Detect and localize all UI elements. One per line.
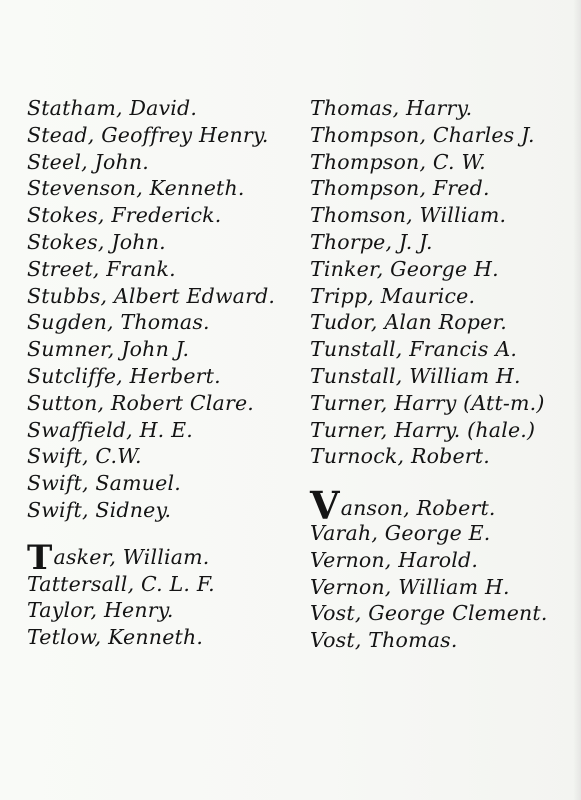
name-entry: Turnock, Robert. <box>310 444 490 469</box>
name-entry-with-initial <box>310 483 575 529</box>
name-entry: Stead, Geoffrey Henry. <box>27 122 269 147</box>
name-entry-rest: asker, William. <box>53 544 210 569</box>
name-entry: Tattersall, C. L. F. <box>27 571 215 596</box>
name-entry: Varah, George E. <box>310 520 491 545</box>
name-entry: Sutton, Robert Clare. <box>27 390 254 415</box>
illuminated-initial-V: V <box>310 483 340 529</box>
name-entry: Stokes, John. <box>27 229 166 254</box>
name-entry: Thomas, Harry. <box>310 96 473 120</box>
name-entry: Sugden, Thomas. <box>27 310 210 335</box>
name-entry: Swift, Sidney. <box>27 497 172 522</box>
names-column-left <box>27 95 297 651</box>
name-entry: Turner, Harry (Att-m.) <box>310 390 545 415</box>
name-entry: Swaffield, H. E. <box>27 417 193 442</box>
name-entry: Thompson, Fred. <box>310 176 490 201</box>
name-entry: Tunstall, Francis A. <box>310 337 518 362</box>
name-entry: Tripp, Maurice. <box>310 283 476 308</box>
name-entry: Street, Frank. <box>27 256 176 281</box>
name-entry: Swift, Samuel. <box>27 471 181 496</box>
name-entry: Tudor, Alan Roper. <box>310 310 507 335</box>
name-entry: Thorpe, J. J. <box>310 229 433 254</box>
name-entry: Stokes, Frederick. <box>27 203 222 228</box>
name-entry: Statham, David. <box>27 96 198 120</box>
name-entry: Vost, Thomas. <box>310 628 458 653</box>
name-entry-with-initial <box>27 537 297 578</box>
name-entry: Vernon, Harold. <box>310 547 479 572</box>
name-entry: Turner, Harry. (hale.) <box>310 417 536 442</box>
name-entry-rest: anson, Robert. <box>340 496 496 521</box>
name-entry: Vernon, William H. <box>310 574 510 599</box>
name-entry: Stevenson, Kenneth. <box>27 176 245 201</box>
name-entry: Stubbs, Albert Edward. <box>27 283 276 308</box>
name-entry: Thompson, Charles J. <box>310 122 535 147</box>
name-entry: Taylor, Henry. <box>27 598 174 623</box>
name-entry: Sutcliffe, Herbert. <box>27 363 221 388</box>
name-entry: Tetlow, Kenneth. <box>27 625 204 650</box>
name-entry: Sumner, John J. <box>27 337 190 362</box>
names-column-right <box>310 95 575 654</box>
name-entry: Tunstall, William H. <box>310 363 521 388</box>
name-entry: Vost, George Clement. <box>310 601 548 626</box>
name-entry: Steel, John. <box>27 149 150 174</box>
name-entry: Swift, C.W. <box>27 444 142 469</box>
name-entry: Thomson, William. <box>310 203 507 228</box>
name-entry: Thompson, C. W. <box>310 149 486 174</box>
illuminated-initial-T: T <box>27 537 53 578</box>
name-entry: Tinker, George H. <box>310 256 499 281</box>
